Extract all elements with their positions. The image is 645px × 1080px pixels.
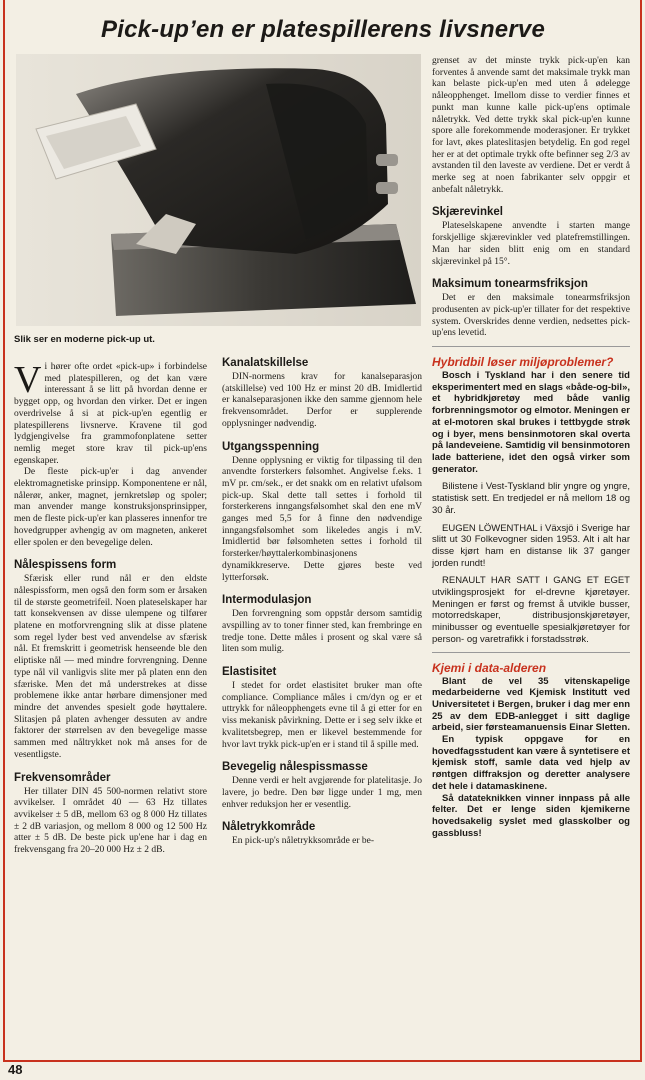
photo-caption: Slik ser en moderne pick-up ut.	[14, 334, 155, 345]
page-border-bottom	[3, 1060, 642, 1062]
page-number: 48	[8, 1062, 23, 1077]
section-heading: Utgangsspenning	[222, 440, 320, 453]
paragraph: Den forvrengning som oppstår dersom samtidig avspilling av to toner finner sted, kan frembringe en tredje tone. Dette måles i prosent og skal være så liten som mulig.	[222, 609, 422, 655]
news-paragraph: EUGEN LÖWENTHAL i Växsjö i Sverige har slitt ut 30 Folkevogner siden 1953. Alt i alt har disse kjørt ham en distanse lik 37 ganger jorden rundt!	[432, 522, 630, 569]
section-heading: Bevegelig nålespissmasse	[222, 761, 368, 774]
divider	[432, 652, 630, 653]
news-paragraph: Bilistene i Vest-Tyskland blir yngre og yngre, statistisk sett. En tredjedel er nå mellom 18 og 30 år.	[432, 481, 630, 516]
news-paragraph: Blant de vel 35 vitenskapelige medarbeiderne ved Kjemisk Institutt ved Universitetet i Bergen, bruker i dag mer enn 25 av dem EDB-anlegget i sitt daglige arbeid, sier førsteamanuensis Einar Sletten.	[432, 675, 630, 734]
news-paragraph: RENAULT HAR SATT I GANG ET EGET utviklingsprosjekt for el-drevne kjøretøyer. Meningen er først og fremst å utvikle busser, motorredskaper, distribusjonskjøretøyer, minibusser og eventuelle spesialkjøretøyer for person- og varetrafikk i forstadsstrøk.	[432, 575, 630, 645]
column-3	[432, 56, 630, 839]
pickup-photo	[16, 54, 421, 326]
column-1	[14, 359, 207, 857]
news-paragraph: En typisk oppgave for en hovedfagsstudent kan være å syntetisere et kjemisk stoff, samle data ved hjelp av røntgen diffraksjon og deretter analysere det hele i datamaskinene.	[432, 734, 630, 792]
paragraph: Det er den maksimale tonearmsfriksjon produsenten av pick-up'er tillater for det respektive system. Overskrides denne verdien, nedsettes pick-up'ens levetid.	[432, 293, 630, 339]
paragraph: I stedet for ordet elastisitet bruker man ofte compliance. Compliance måles i cm/dyn og er et uttrykk for nåleopphengets evne til å gi etter for en viss mekanisk påvirkning. Dette er i seg selv ikke et kvalitetsbegrep, men er likevel bestemmende for hvor lavt trykk pick-up'en er i stand til å spille med.	[222, 681, 422, 750]
drop-cap: V	[14, 359, 42, 401]
paragraph: Denne opplysning er viktig for tilpassing til den anvendte forsterkers følsomhet. Angivelse f.eks. 1 mV pr. cm/sek., er det snakk om en relativt ufølsom pick-up. Skal dette tall settes i forhold til forsterkerens inngangsfølsomhet skal den ene mV ganges med 5,5 for å finne den nødvendige inngangsfølsomhet som likeledes angis i mV. Imidlertid bør følsomheten settes i forhold til forsterker/høyttalerkombinasjonens dynamikkreserve. Dette gjøres beste ved lytterforsøk.	[222, 455, 422, 583]
intro-paragraph: i hører ofte ordet «pick-up» i forbindelse med platespilleren, og det kan være interessant å se litt på hvordan denne er bygget opp, og hvordan den virker. Det er ingen overdrivelse å si at pick-up'en egentlig er platespillerens livsnerve. Kravene til god lydgjengivelse fra grammofonplatene setter nemlig meget store krav til pick-up'ens egenskaper.	[14, 362, 207, 466]
section-heading: Maksimum tonearmsfriksjon	[432, 278, 588, 291]
section-heading: Nålespissens form	[14, 559, 117, 572]
section-heading: Frekvensområder	[14, 771, 111, 784]
section-heading: Nåletrykkområde	[222, 821, 316, 834]
paragraph: Sfærisk eller rund nål er den eldste nålespissform, men også den form som er årsaken til de største geometrifeil. Noen plateselskaper har tatt konsekvensen av disse ulempene og tilfører platene en motforvrengning slik at disse platene som regel lyder best ved anvendelse av sfærisk nål. Et fremskritt i geometrisk henseende ble den eliptiske nål — med mindre forvrengning. Denne type nål vil vanligvis slite mer på platen enn den sfæriske. Men det må understrekes at disse problemene ikke antar hørbare dimensjoner med mindre det anvendes spesielt gode høyttalere. Slitasjen på platen avhenger dessuten av andre faktorer der størrelsen av den bevegelige masse sammen med nåltrykket nok må anses for de vesentligste.	[14, 574, 207, 760]
page-border-right	[640, 0, 642, 1062]
section-heading: Elastisitet	[222, 666, 277, 679]
paragraph: En pick-up's nåletrykksområde er be-	[232, 836, 375, 847]
paragraph: De fleste pick-up'er i dag anvender elektromagnetiske prinsipp. Komponentene er nål, nålerør, anker, magnet, jernkretsløp og spoler; man anvender mange konstruksjonsprinsipper, men de fleste pick-up'er kan plasseres innenfor tre hovedgrupper avhengig av om magneten, ankeret eller spolen er den bevegelige delen.	[14, 467, 207, 548]
paragraph: Plateselskapene anvendte i starten mange forskjellige skjærevinkler ved platefremstillingen. Man har siden blitt enig om en standard skjærevinkel på 15°.	[432, 221, 630, 267]
news-paragraph: Bosch i Tyskland har i den senere tid eksperimentert med en slags «både-og-bil», et hybridkjøretøy med både vanlig forbrenningsmotor og elmotor. Meningen er at el-motoren skal brukes i tettbygde strøk og i byer, mens bensinmotoren skal overta på landeveiene. Samtidig vil bensinmotoren lade batteriene, idet den også virker som generator.	[432, 370, 630, 475]
article-title: Pick-up’en er platespillerens livsnerve	[101, 16, 545, 43]
section-heading: Skjærevinkel	[432, 206, 503, 219]
paragraph: Her tillater DIN 45 500-normen relativt store avvikelser. I området 40 — 63 Hz tillates avvikelser ± 5 dB, mellom 63 og 8 000 Hz tillates ± 2 dB variasjon, og mellom 8 000 og 12 500 Hz atter ± 5 dB. De beste pick up'ene har i dag en frekvensgang fra 20–20 000 Hz ± 2 dB.	[14, 786, 207, 856]
news-heading: Hybridbil løser miljøproblemer?	[432, 355, 614, 370]
paragraph: DIN-normens krav for kanalseparasjon (atskillelse) ved 100 Hz er minst 20 dB. Imidlertid er kanalseparasjonen ikke den samme gjennom hele frekvensområdet. Derfor er supplerende opplysninger nødvendig.	[222, 372, 422, 429]
news-paragraph: Så datateknikken vinner innpass på alle felter. Det er lenge siden kjemikerne hovedsakelig syslet med glasskolber og gassbluss!	[432, 792, 630, 839]
page-border-left	[3, 0, 5, 1062]
paragraph: Denne verdi er helt avgjørende for platelitasje. Jo lavere, jo bedre. Den bør ligge under 1 mg, men enhver reduksjon her er vesentlig.	[222, 776, 422, 810]
section-heading: Intermodulasjon	[222, 594, 312, 607]
news-heading: Kjemi i data-alderen	[432, 660, 547, 675]
column-2	[222, 356, 422, 848]
section-heading: Kanalatskillelse	[222, 357, 309, 369]
paragraph: grenset av det minste trykk pick-up'en kan forventes å anvende samt det maksimale trykk man kan belaste pick-up'en med uten å ødelegge nåleopphenget. Imellom disse to verdier finnes et punkt man kunne kalle pick-up'ens optimale nåletrykk. Ved dette trykk skal pick-up'en kunne spore alle forekommende moderasjoner. Er trykket for lavt, økes plateslitasjen betydelig. En god regel her er at det optimale trykk ofte befinner seg 2/3 av avstanden til den laveste av verdiene. Det er verdt å merke seg at noen fabrikanter selv oppgir et anbefalt nåletrykk.	[432, 56, 630, 195]
divider	[432, 346, 630, 347]
